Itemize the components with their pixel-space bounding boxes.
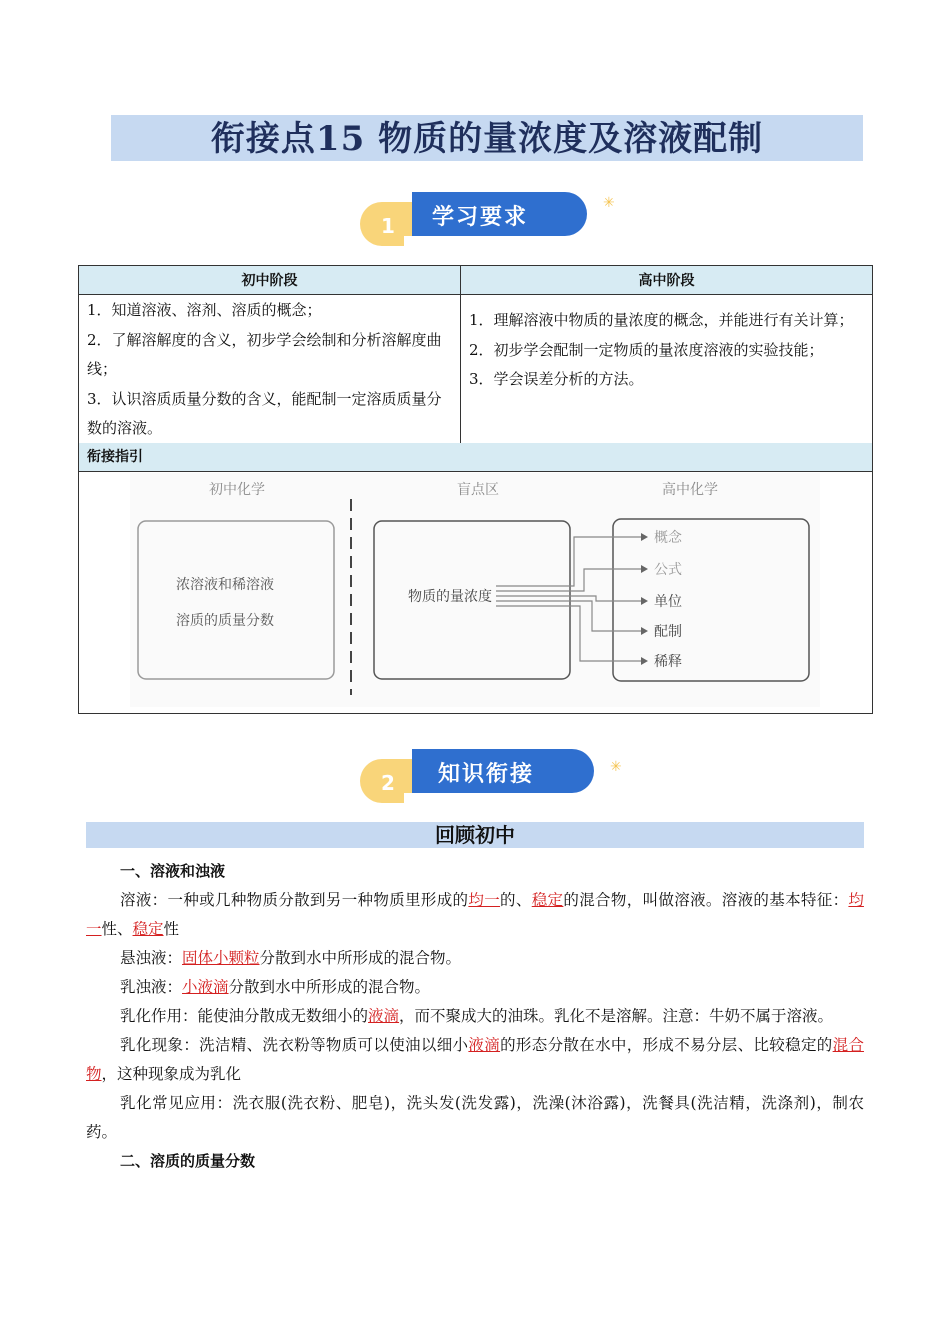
- list-item: 3．认识溶质质量分数的含义，能配制一定溶质质量分数的溶液。: [87, 389, 442, 437]
- heading-mass-fraction: 二、溶质的质量分数: [120, 1152, 256, 1170]
- col-label-junior: 初中化学: [209, 482, 265, 498]
- sparkle-icon: ✳: [603, 195, 615, 211]
- guide-header: 衔接指引: [78, 443, 873, 472]
- list-item: 2．初步学会配制一定物质的量浓度溶液的实验技能；: [469, 340, 824, 359]
- senior-item: 配制: [654, 624, 682, 640]
- content-body: [86, 857, 864, 1176]
- heading-solutions: 一、溶液和浊液: [120, 862, 226, 880]
- badge-number: 2: [381, 771, 395, 795]
- bridge-diagram: [130, 473, 820, 707]
- paragraph-solution: 溶液：一种或几种物质分散到另一种物质里形成的均一的、稳定的混合物，叫做溶液。溶液的基本特征：均一性、稳定性: [86, 891, 864, 938]
- col-label-blind: 盲点区: [457, 482, 499, 498]
- senior-requirements: [461, 295, 873, 449]
- senior-item: 单位: [654, 594, 682, 610]
- paragraph-emulsification-phenomenon: 乳化现象：洗洁精、洗衣粉等物质可以使油以细小液滴的形态分散在水中，形成不易分层、比较稳定的混合物，这种现象成为乳化: [86, 1036, 864, 1083]
- senior-item: 稀释: [654, 654, 682, 670]
- requirements-table: [78, 265, 873, 449]
- col-label-senior: 高中化学: [662, 482, 718, 498]
- senior-item: 公式: [654, 562, 682, 578]
- junior-item: 溶质的质量分数: [176, 613, 274, 629]
- paragraph-emulsification: 乳化作用：能使油分散成无数细小的液滴，而不聚成大的油珠。乳化不是溶解。注意：牛奶不属于溶液。: [120, 1007, 834, 1025]
- list-item: 1．知道溶液、溶剂、溶质的概念；: [87, 301, 322, 319]
- badge-number: 1: [381, 214, 395, 238]
- section-badge-knowledge: [360, 747, 620, 807]
- senior-item: 概念: [654, 530, 682, 546]
- paragraph-suspension: 悬浊液：固体小颗粒分散到水中所形成的混合物。: [120, 949, 462, 967]
- junior-item: 浓溶液和稀溶液: [176, 577, 274, 593]
- list-item: 1．理解溶液中物质的量浓度的概念，并能进行有关计算；: [469, 311, 854, 329]
- col-header-junior: 初中阶段: [79, 266, 461, 295]
- sparkle-icon: ✳: [610, 759, 622, 775]
- badge-label: 知识衔接: [437, 762, 534, 787]
- section-title: 回顾初中: [86, 822, 864, 848]
- paragraph-emulsion: 乳浊液：小液滴分散到水中所形成的混合物。: [120, 978, 431, 996]
- paragraph-applications: 乳化常见应用：洗衣服(洗衣粉、肥皂)，洗头发(洗发露)，洗澡(沐浴露)，洗餐具(洗洁精，洗涤剂)，制农药。: [86, 1094, 864, 1141]
- page-title: 衔接点15 物质的量浓度及溶液配制: [111, 115, 863, 161]
- junior-requirements: [79, 295, 461, 449]
- center-item: 物质的量浓度: [408, 589, 492, 605]
- badge-label: 学习要求: [431, 205, 528, 230]
- list-item: 2．了解溶解度的含义，初步学会绘制和分析溶解度曲线；: [87, 330, 442, 378]
- col-header-senior: 高中阶段: [461, 266, 873, 295]
- section-badge-learning: [360, 190, 620, 250]
- list-item: 3．学会误差分析的方法。: [469, 370, 644, 388]
